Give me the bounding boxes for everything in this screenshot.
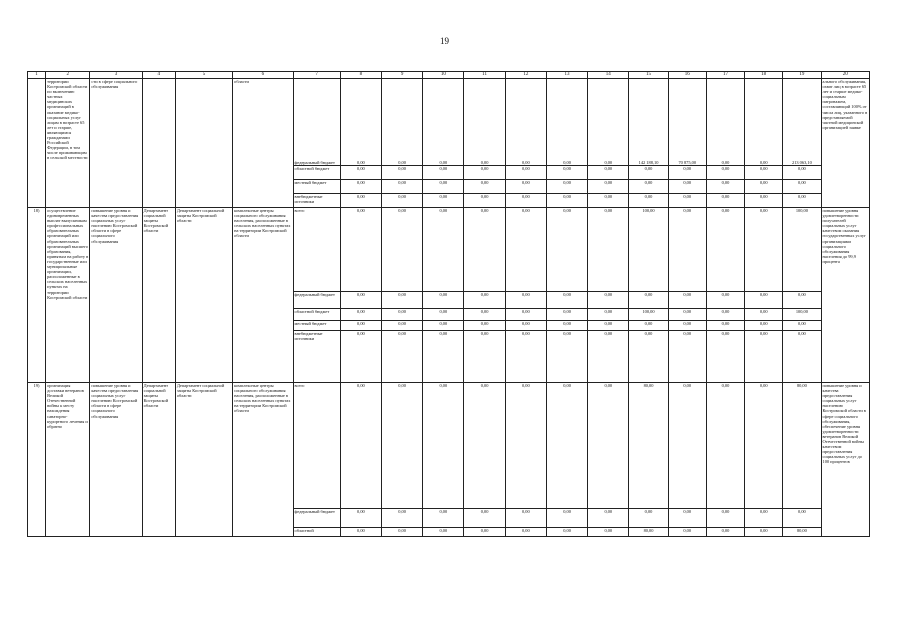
measure-name: осуществление единовременных выплат выпускникам профессиональных образовательных организаций или образовательных организаций высшего образования, принятым на работу в государственные или муниципальные организации, расположенные в сельских населенных пунктах на территории Костромской области (46, 208, 90, 383)
amount-cell: 0,00 (382, 166, 423, 180)
amount-cell: 0,00 (588, 166, 629, 180)
amount-cell: 142 188,10 (629, 79, 668, 166)
amount-cell: 100,00 (783, 208, 821, 292)
funding-source: областной (293, 528, 340, 537)
amount-cell: 0,00 (629, 194, 668, 208)
column-number: 4 (142, 72, 175, 79)
row-number: 19) (28, 383, 46, 537)
amount-cell: 0,00 (588, 383, 629, 509)
task-name: повышение уровня и качества предоставления социальных услуг населению Костромской области в сфере социального обслуживания (90, 208, 142, 383)
amount-cell: 0,00 (505, 180, 546, 194)
amount-cell: 0,00 (745, 292, 783, 309)
amount-cell: 0,00 (668, 509, 706, 528)
amount-cell: 0,00 (382, 321, 423, 331)
amount-cell: 0,00 (464, 208, 505, 292)
amount-cell: 0,00 (546, 309, 587, 321)
row-number: 18) (28, 208, 46, 383)
block-19-row (28, 383, 870, 509)
amount-cell: 0,00 (745, 166, 783, 180)
amount-cell: 80,00 (783, 383, 821, 509)
co-executor: Департамент социальной защиты Костромской области (175, 383, 232, 537)
amount-cell: 0,00 (588, 180, 629, 194)
amount-cell: 0,00 (382, 509, 423, 528)
amount-cell: 0,00 (706, 321, 744, 331)
amount-cell: 0,00 (745, 180, 783, 194)
amount-cell: 70 875,00 (668, 79, 706, 166)
amount-cell: 0,00 (745, 383, 783, 509)
amount-cell: 0,00 (706, 79, 744, 166)
amount-cell: 100,00 (629, 208, 668, 292)
column-number: 9 (382, 72, 423, 79)
amount-cell: 0,00 (464, 292, 505, 309)
amount-cell: 0,00 (546, 292, 587, 309)
column-number: 14 (588, 72, 629, 79)
amount-cell: 0,00 (505, 166, 546, 180)
amount-cell: 0,00 (668, 528, 706, 537)
amount-cell: 80,00 (783, 528, 821, 537)
column-number: 16 (668, 72, 706, 79)
amount-cell: 0,00 (340, 180, 381, 194)
participants: комплексные центры социального обслуживания населения, расположенные в сельских населенных пунктах на территории Костромской области (233, 383, 293, 537)
amount-cell: 0,00 (340, 383, 381, 509)
participants: области (233, 79, 293, 208)
amount-cell: 0,00 (382, 208, 423, 292)
amount-cell: 0,00 (464, 331, 505, 383)
amount-cell: 0,00 (505, 383, 546, 509)
column-number: 8 (340, 72, 381, 79)
amount-cell: 0,00 (464, 166, 505, 180)
amount-cell: 0,00 (783, 321, 821, 331)
funding-source: внебюджетные источники (293, 331, 340, 383)
amount-cell: 0,00 (629, 321, 668, 331)
block-continued-row (28, 79, 870, 166)
row-number (28, 79, 46, 208)
task-name: сти в сфере социального обслуживания (90, 79, 142, 208)
amount-cell: 0,00 (546, 79, 587, 166)
responsible-executor: Департамент социальной защиты Костромской области (142, 208, 175, 383)
amount-cell: 0,00 (505, 194, 546, 208)
amount-cell: 0,00 (706, 309, 744, 321)
amount-cell: 0,00 (706, 180, 744, 194)
amount-cell: 0,00 (382, 194, 423, 208)
column-number-row (28, 72, 870, 79)
amount-cell: 0,00 (546, 208, 587, 292)
amount-cell: 0,00 (745, 208, 783, 292)
amount-cell: 0,00 (546, 180, 587, 194)
column-number: 13 (546, 72, 587, 79)
amount-cell: 0,00 (745, 194, 783, 208)
amount-cell: 0,00 (588, 292, 629, 309)
amount-cell: 0,00 (783, 292, 821, 309)
amount-cell: 0,00 (340, 194, 381, 208)
amount-cell: 0,00 (464, 180, 505, 194)
column-number: 20 (821, 72, 870, 79)
amount-cell: 0,00 (706, 208, 744, 292)
responsible-executor (142, 79, 175, 208)
column-number: 3 (90, 72, 142, 79)
task-name: повышение уровня и качества предоставления социальных услуг населению Костромской области в сфере социального обслуживания (90, 383, 142, 537)
column-number: 5 (175, 72, 232, 79)
page-number: 19 (440, 36, 449, 46)
amount-cell: 0,00 (706, 292, 744, 309)
amount-cell: 0,00 (423, 292, 464, 309)
amount-cell: 0,00 (423, 166, 464, 180)
column-number: 2 (46, 72, 90, 79)
amount-cell: 0,00 (668, 383, 706, 509)
amount-cell: 0,00 (706, 509, 744, 528)
funding-source: всего (293, 208, 340, 292)
amount-cell: 0,00 (745, 309, 783, 321)
amount-cell: 0,00 (505, 292, 546, 309)
amount-cell: 0,00 (668, 180, 706, 194)
amount-cell: 0,00 (505, 331, 546, 383)
amount-cell: 0,00 (783, 166, 821, 180)
amount-cell: 100,00 (783, 309, 821, 321)
funding-source: областной бюджет (293, 166, 340, 180)
amount-cell: 0,00 (783, 509, 821, 528)
amount-cell: 0,00 (340, 208, 381, 292)
amount-cell: 0,00 (783, 194, 821, 208)
amount-cell: 0,00 (588, 208, 629, 292)
amount-cell: 0,00 (340, 309, 381, 321)
amount-cell: 0,00 (505, 321, 546, 331)
amount-cell: 0,00 (668, 331, 706, 383)
amount-cell: 0,00 (423, 309, 464, 321)
funding-source: местный бюджет (293, 180, 340, 194)
amount-cell: 0,00 (745, 528, 783, 537)
co-executor: Департамент социальной защиты Костромской области (175, 208, 232, 383)
amount-cell: 0,00 (423, 208, 464, 292)
amount-cell: 0,00 (382, 528, 423, 537)
amount-cell: 0,00 (629, 331, 668, 383)
amount-cell: 0,00 (464, 528, 505, 537)
amount-cell: 100,00 (629, 309, 668, 321)
co-executor (175, 79, 232, 208)
funding-source: федеральный бюджет (293, 292, 340, 309)
amount-cell: 0,00 (588, 79, 629, 166)
column-number: 12 (505, 72, 546, 79)
amount-cell: 0,00 (629, 166, 668, 180)
amount-cell: 0,00 (423, 79, 464, 166)
amount-cell: 0,00 (588, 309, 629, 321)
column-number: 10 (423, 72, 464, 79)
amount-cell: 0,00 (423, 383, 464, 509)
amount-cell: 0,00 (588, 331, 629, 383)
amount-cell: 0,00 (745, 321, 783, 331)
expected-result: повышение уровня удовлетворенности получателей социальных услуг качеством оказания государственных услуг организациями социального обслуживания населения до 99,9 процента (821, 208, 870, 383)
amount-cell: 0,00 (706, 331, 744, 383)
amount-cell: 0,00 (546, 194, 587, 208)
measure-name: организация доставки ветеранов Великой Отечественной войны к месту нахождения санаторно-курортного лечения и обратно (46, 383, 90, 537)
funding-source: местный бюджет (293, 321, 340, 331)
amount-cell: 0,00 (464, 309, 505, 321)
amount-cell: 0,00 (546, 383, 587, 509)
amount-cell: 0,00 (340, 166, 381, 180)
amount-cell: 0,00 (668, 292, 706, 309)
amount-cell: 0,00 (340, 321, 381, 331)
amount-cell: 0,00 (668, 321, 706, 331)
amount-cell: 0,00 (668, 309, 706, 321)
column-number: 6 (233, 72, 293, 79)
expected-result: ального обслуживания, охват лиц в возрасте 65 лет и старше медико-социальным патронажем, составляющий 100% от числа лиц, указанного в представляемой частной медицинской организацией заявке (821, 79, 870, 208)
column-number: 17 (706, 72, 744, 79)
amount-cell: 0,00 (382, 292, 423, 309)
funding-source: федеральный бюджет (293, 79, 340, 166)
funding-source: внебюджетные источники (293, 194, 340, 208)
amount-cell: 0,00 (423, 331, 464, 383)
amount-cell: 0,00 (546, 166, 587, 180)
responsible-executor: Департамент социальной защиты Костромской области (142, 383, 175, 537)
amount-cell: 0,00 (668, 208, 706, 292)
amount-cell: 0,00 (629, 292, 668, 309)
amount-cell: 0,00 (505, 509, 546, 528)
amount-cell: 0,00 (382, 383, 423, 509)
amount-cell: 0,00 (505, 208, 546, 292)
amount-cell: 0,00 (588, 321, 629, 331)
amount-cell: 0,00 (745, 509, 783, 528)
amount-cell: 0,00 (340, 331, 381, 383)
amount-cell: 0,00 (340, 509, 381, 528)
amount-cell: 0,00 (546, 528, 587, 537)
amount-cell: 0,00 (382, 309, 423, 321)
amount-cell: 0,00 (629, 509, 668, 528)
block-18-row (28, 208, 870, 292)
amount-cell: 0,00 (340, 292, 381, 309)
amount-cell: 0,00 (464, 79, 505, 166)
participants: комплексные центры социального обслуживания населения, расположенные в сельских населенных пунктах на территории Костромской области (233, 208, 293, 383)
amount-cell: 0,00 (382, 79, 423, 166)
amount-cell: 0,00 (464, 194, 505, 208)
amount-cell: 0,00 (588, 194, 629, 208)
funding-source: областной бюджет (293, 309, 340, 321)
amount-cell: 0,00 (464, 383, 505, 509)
amount-cell: 213 063,10 (783, 79, 821, 166)
amount-cell: 0,00 (588, 509, 629, 528)
column-number: 7 (293, 72, 340, 79)
amount-cell: 0,00 (423, 509, 464, 528)
amount-cell: 0,00 (423, 321, 464, 331)
amount-cell: 80,00 (629, 528, 668, 537)
amount-cell: 0,00 (629, 180, 668, 194)
amount-cell: 0,00 (464, 509, 505, 528)
amount-cell: 0,00 (745, 331, 783, 383)
amount-cell: 0,00 (382, 180, 423, 194)
program-table (27, 71, 870, 537)
amount-cell: 0,00 (668, 166, 706, 180)
amount-cell: 0,00 (546, 509, 587, 528)
amount-cell: 0,00 (340, 79, 381, 166)
amount-cell: 0,00 (783, 331, 821, 383)
column-number: 18 (745, 72, 783, 79)
expected-result: повышение уровня и качества предоставления социальных услуг населению Костромской области в сфере социального обслуживания, обеспечение уровня удовлетворенности ветеранов Великой Отечественной войны качеством предоставления социальных услуг до 100 процентов (821, 383, 870, 537)
amount-cell: 0,00 (745, 79, 783, 166)
amount-cell: 0,00 (505, 309, 546, 321)
amount-cell: 0,00 (423, 194, 464, 208)
amount-cell: 0,00 (588, 528, 629, 537)
amount-cell: 0,00 (464, 321, 505, 331)
measure-name: территории Костромской области по включению частных медицинских организаций в оказание медико-социальных услуг лицам в возрасте 65 лет и старше, являющимся гражданами Российской Федерации, в том числе проживающим в сельской местности (46, 79, 90, 208)
column-number: 11 (464, 72, 505, 79)
amount-cell: 0,00 (706, 194, 744, 208)
amount-cell: 0,00 (668, 194, 706, 208)
amount-cell: 0,00 (706, 528, 744, 537)
amount-cell: 0,00 (423, 528, 464, 537)
amount-cell: 0,00 (382, 331, 423, 383)
funding-source: федеральный бюджет (293, 509, 340, 528)
column-number: 1 (28, 72, 46, 79)
amount-cell: 0,00 (546, 331, 587, 383)
amount-cell: 0,00 (340, 528, 381, 537)
column-number: 19 (783, 72, 821, 79)
amount-cell: 0,00 (706, 383, 744, 509)
amount-cell: 0,00 (706, 166, 744, 180)
amount-cell: 0,00 (423, 180, 464, 194)
amount-cell: 0,00 (546, 321, 587, 331)
amount-cell: 0,00 (783, 180, 821, 194)
amount-cell: 0,00 (505, 79, 546, 166)
amount-cell: 80,00 (629, 383, 668, 509)
column-number: 15 (629, 72, 668, 79)
funding-source: всего (293, 383, 340, 509)
amount-cell: 0,00 (505, 528, 546, 537)
